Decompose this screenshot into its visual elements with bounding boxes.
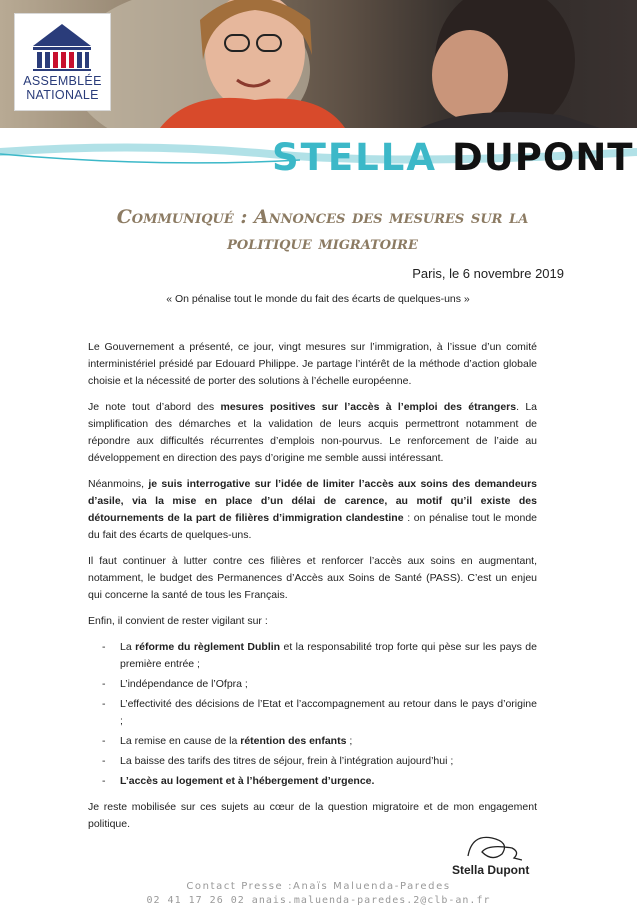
list-item bbox=[88, 733, 537, 750]
list-item bbox=[88, 676, 537, 693]
pull-quote: « On pénalise tout le monde du fait des écarts de quelques-uns » bbox=[166, 293, 470, 305]
bold-text: rétention des enfants bbox=[240, 735, 347, 747]
text-run: Néanmoins, bbox=[88, 478, 149, 490]
text-run: La bbox=[120, 641, 136, 653]
text-run: : on pénalise tout le monde du fait des écarts de quelques-uns. bbox=[88, 512, 538, 541]
date-line: Paris, le 6 novembre 2019 bbox=[412, 266, 564, 281]
paragraphs bbox=[88, 339, 537, 630]
text-run: Enfin, il convient de rester vigilant sur : bbox=[88, 615, 268, 627]
vigilance-list bbox=[88, 639, 537, 790]
bold-text: L’accès au logement et à l’hébergement d’urgence. bbox=[120, 775, 375, 787]
closing-paragraph: Je reste mobilisée sur ces sujets au cœur de la question migratoire et de mon engagement politique. bbox=[88, 801, 537, 830]
handwritten-signature bbox=[462, 830, 522, 866]
text-run: ; bbox=[346, 735, 353, 747]
text-run: La remise en cause de la bbox=[120, 735, 241, 747]
brand-first-name: STELLA bbox=[272, 136, 437, 179]
text-run: et la responsabilité trop forte qui pèse sur les pays de première entrée ; bbox=[120, 641, 537, 670]
body-paragraph bbox=[88, 613, 537, 630]
list-item bbox=[88, 773, 537, 790]
body-paragraph bbox=[88, 476, 537, 544]
brand-last-name: DUPONT bbox=[452, 136, 634, 179]
body-paragraph bbox=[88, 399, 537, 467]
bold-text: mesures positives sur l’accès à l’emploi des étrangers bbox=[220, 401, 517, 413]
header-photo-banner bbox=[0, 0, 637, 128]
list-item bbox=[88, 639, 537, 673]
text-run: L’indépendance de l’Ofpra ; bbox=[120, 678, 248, 690]
bold-text: je suis interrogative sur l’idée de limiter l’accès aux soins des demandeurs d’asile, via la mise en place d’un délai de carence, au motif qu’il existe des détournements de la part de filières d’immigration clandestine bbox=[88, 478, 537, 524]
text-run: La baisse des tarifs des titres de séjour, frein à l’intégration aujourd’hui ; bbox=[120, 755, 454, 767]
page-title: Communiqué : Annonces des mesures sur la politique migratoire bbox=[116, 206, 529, 254]
text-run: Je note tout d’abord des bbox=[88, 401, 221, 413]
logo-text: ASSEMBLÉE NATIONALE bbox=[23, 74, 102, 102]
press-release-body bbox=[88, 339, 537, 842]
body-paragraph bbox=[88, 553, 537, 604]
list-item bbox=[88, 753, 537, 770]
contact-phone-email: 02 41 17 26 02 anais.maluenda-paredes.2@clb-an.fr bbox=[146, 895, 491, 906]
list-item bbox=[88, 696, 537, 730]
signature-name: Stella Dupont bbox=[452, 863, 530, 877]
text-run: Il faut continuer à lutter contre ces filières et renforcer l’accès aux soins en augmentant, notamment, le budget des Permanences d’Accès aux Soins de Santé (PASS). C’est un enjeu qui concerne la santé de tous les Français. bbox=[88, 555, 537, 601]
text-run: Le Gouvernement a présenté, ce jour, vingt mesures sur l’immigration, à l’issue d’un comité interministériel présidé par Edouard Philippe. Je partage l’intérêt de la méthode d’action globale choisie et la nécessité de porter des solutions à l’échelle européenne. bbox=[88, 341, 537, 387]
hemicycle-icon bbox=[15, 14, 110, 74]
bold-text: réforme du règlement Dublin bbox=[135, 641, 281, 653]
press-contact: Contact Presse :Anaïs Maluenda-Paredes bbox=[186, 881, 451, 892]
body-paragraph bbox=[88, 339, 537, 390]
text-run: L’effectivité des décisions de l’Etat et l’accompagnement au retour dans le pays d’origine ; bbox=[120, 698, 537, 727]
assemblee-nationale-logo bbox=[14, 13, 111, 111]
text-run: . La simplification des démarches et la validation de leurs acquis permettront notamment de répondre aux difficultés récurrentes d’emplois non-pourvus. Le renforcement de l’aide au développement en direction des pays d’origine me semble aussi intéressant. bbox=[88, 401, 538, 464]
